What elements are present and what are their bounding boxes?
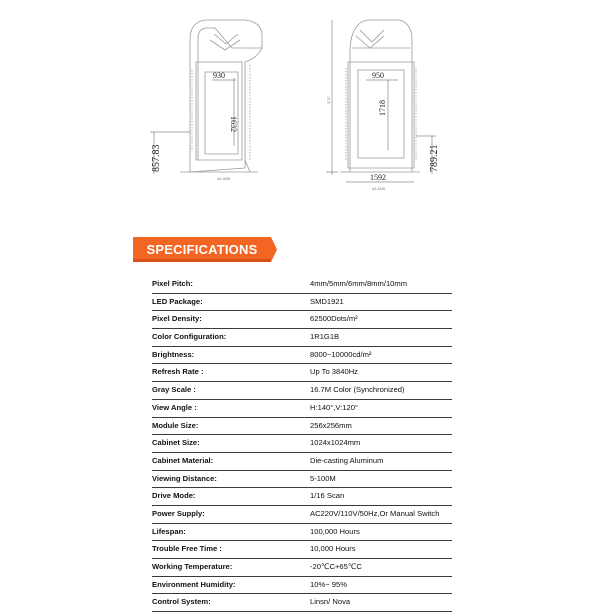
spec-value: 10,000 Hours (310, 544, 356, 554)
spec-label: Working Temperature: (152, 562, 233, 571)
spec-row (152, 418, 452, 436)
spec-value: Die-casting Aluminum (310, 455, 384, 465)
spec-label: Color Configuration: (152, 332, 227, 342)
left-width-dim: 930 (213, 71, 225, 80)
spec-row (152, 506, 452, 524)
spec-value: 1024x1024mm (310, 438, 361, 448)
spec-label: LED Package: (152, 296, 203, 306)
spec-value: H:140°,V:120° (310, 402, 359, 412)
spec-value: 4mm/5mm/6mm/8mm/10mm (310, 279, 408, 288)
spec-row (152, 541, 452, 559)
spec-label: Gray Scale : (152, 385, 196, 395)
spec-label: Power Supply: (152, 508, 205, 518)
spec-label: Trouble Free Time : (152, 544, 222, 554)
left-panel-outline (180, 20, 262, 172)
spec-label: Control System: (152, 597, 211, 607)
left-base-label: AA 1636 (217, 177, 231, 181)
spec-value: 8000~10000cd/m² (310, 349, 372, 359)
spec-value: 100,000 Hours (310, 526, 360, 536)
spec-value: 1R1G1B (310, 332, 340, 342)
spec-label: Refresh Rate : (152, 367, 204, 377)
spec-row (152, 524, 452, 542)
spec-row (152, 276, 452, 294)
spec-label: Module Size: (152, 420, 199, 430)
spec-label: View Angle : (152, 402, 197, 412)
spec-label: Drive Mode: (152, 491, 196, 501)
left-side-height-dim: 857.83 (151, 144, 162, 172)
spec-row (152, 364, 452, 382)
spec-row (152, 559, 452, 577)
spec-value: SMD1921 (310, 296, 344, 306)
spec-row (152, 453, 452, 471)
section-title: SPECIFICATIONS (146, 242, 258, 257)
spec-row (152, 435, 452, 453)
right-height-dim: 1718 (378, 100, 387, 116)
spec-row (152, 594, 452, 612)
spec-value: AC220V/110V/50Hz,Or Manual Switch (310, 508, 440, 518)
spec-row (152, 294, 452, 312)
spec-label: Pixel Density: (152, 314, 202, 324)
spec-value: 5-100M (310, 473, 336, 483)
spec-row (152, 347, 452, 365)
spec-value: 16.7M Color (Synchronized) (310, 385, 405, 395)
specifications-table (152, 276, 452, 612)
spec-row (152, 400, 452, 418)
spec-value: Linsn/ Nova (310, 597, 351, 607)
spec-label: Viewing Distance: (152, 473, 217, 483)
spec-label: Cabinet Size: (152, 438, 200, 448)
section-banner (133, 237, 277, 262)
spec-row (152, 577, 452, 595)
left-height-dim: 1632 (229, 116, 238, 132)
drawing-svg (0, 0, 600, 215)
technical-drawing (0, 0, 600, 215)
spec-value: Up To 3840Hz (310, 367, 358, 377)
right-base-label: AA 1636 (372, 187, 386, 191)
spec-row (152, 311, 452, 329)
right-total-height-dim: 3747 (327, 96, 331, 104)
right-panel-outline (340, 20, 420, 172)
spec-label: Lifespan: (152, 526, 186, 536)
spec-row (152, 382, 452, 400)
right-width-dim: 950 (372, 71, 384, 80)
spec-value: 10%~ 95% (310, 579, 347, 589)
spec-label: Brightness: (152, 349, 195, 359)
right-side-height-dim: 789.21 (429, 144, 440, 172)
spec-label: Environment Humidity: (152, 579, 236, 589)
spec-row (152, 329, 452, 347)
spec-value: 62500Dots/m² (310, 314, 358, 324)
spec-label: Pixel Pitch: (152, 279, 193, 288)
spec-row (152, 471, 452, 489)
right-bottom-width-dim: 1592 (370, 173, 386, 182)
spec-value: 256x256mm (310, 420, 352, 430)
spec-value: -20℃C+65℃C (310, 562, 362, 571)
spec-label: Cabinet Material: (152, 455, 214, 465)
spec-value: 1/16 Scan (310, 491, 345, 501)
spec-row (152, 488, 452, 506)
